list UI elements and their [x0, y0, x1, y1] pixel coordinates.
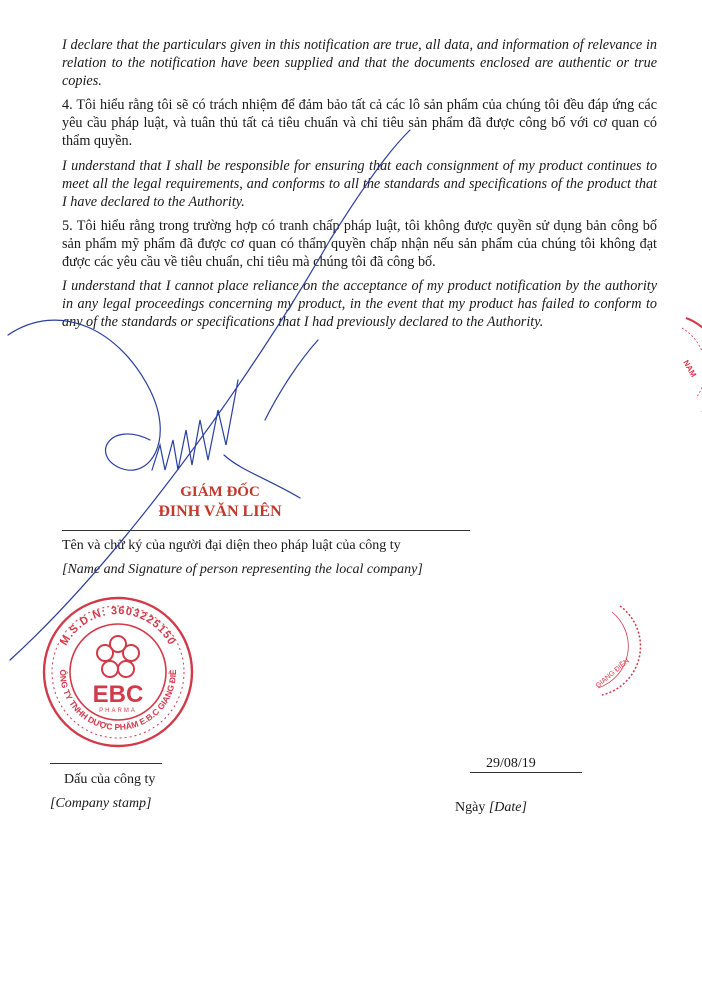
signer-name: ĐINH VĂN LIÊN: [158, 503, 282, 520]
declaration-en-4: I understand that I shall be responsible for ensuring that each consignment of my product continues to meet all the legal requirements, and conforms to all the standards and specifications of the product that I have declared to the Authority.: [62, 158, 657, 210]
stamp-label-vi: Dấu của công ty: [64, 772, 156, 787]
signer-title: GIÁM ĐỐC: [180, 484, 260, 500]
seal-bottom-text: CÔNG TY TNHH DƯỢC PHẨM E.B.C GIANG ĐIỀN: [57, 664, 179, 733]
declaration-en-5: I understand that I cannot place reliance on the acceptance of my product notification by the authority in any legal proceedings concerning my product, in the event that my product has failed to conform to any of the standards or specifications that I had previously declared to the Authority.: [62, 278, 657, 330]
date-label-vi: Ngày: [455, 800, 486, 815]
declaration-en-3: I declare that the particulars given in this notification are true, all data, and information of relevance in relation to the notification have been supplied and that the documents enclosed are authentic or true copies.: [62, 37, 657, 89]
seal-logo-text: EBC: [92, 681, 144, 708]
flower-logo-icon: [97, 636, 139, 677]
date-value: 29/08/19: [486, 756, 536, 771]
svg-text:NAM: NAM: [681, 358, 699, 379]
seal-top-text: M.S.D.N: 3603225150: [58, 604, 178, 648]
declaration-vi-5: 5. Tôi hiểu rằng trong trường hợp có tranh chấp pháp luật, tôi không được quyền sử dụng bản công bố sản phẩm mỹ phẩm đã được cơ quan có thẩm quyền chấp nhận nếu sản phẩm của chúng tôi không đạt được các yêu cầu về tiêu chuẩn, chỉ tiêu mà chúng tôi đã công bố.: [62, 218, 657, 270]
stamp-label-en: [Company stamp]: [50, 796, 152, 811]
handwritten-signature: [8, 130, 410, 660]
partial-seal-top-right: [681, 318, 702, 412]
signature-label-vi: Tên và chữ ký của người đại diện theo pháp luật của công ty: [62, 538, 401, 553]
svg-text:GIANG ĐIỀN: GIANG ĐIỀN: [594, 657, 631, 690]
date-label-en: [Date]: [488, 800, 527, 815]
company-seal: [44, 598, 192, 746]
declaration-vi-4: 4. Tôi hiểu rằng tôi sẽ có trách nhiệm để đảm bảo tất cả các lô sản phẩm của chúng tôi đều đáp ứng các yêu cầu pháp luật, và tuân thủ tất cả tiêu chuẩn và chỉ tiêu sản phẩm đã được công bố với cơ quan có thẩm quyền.: [62, 97, 657, 149]
seal-logo-sub: PHARMA: [99, 708, 137, 714]
signature-label-en: [Name and Signature of person representing the local company]: [62, 562, 423, 577]
partial-seal-bottom-right: [593, 606, 641, 695]
